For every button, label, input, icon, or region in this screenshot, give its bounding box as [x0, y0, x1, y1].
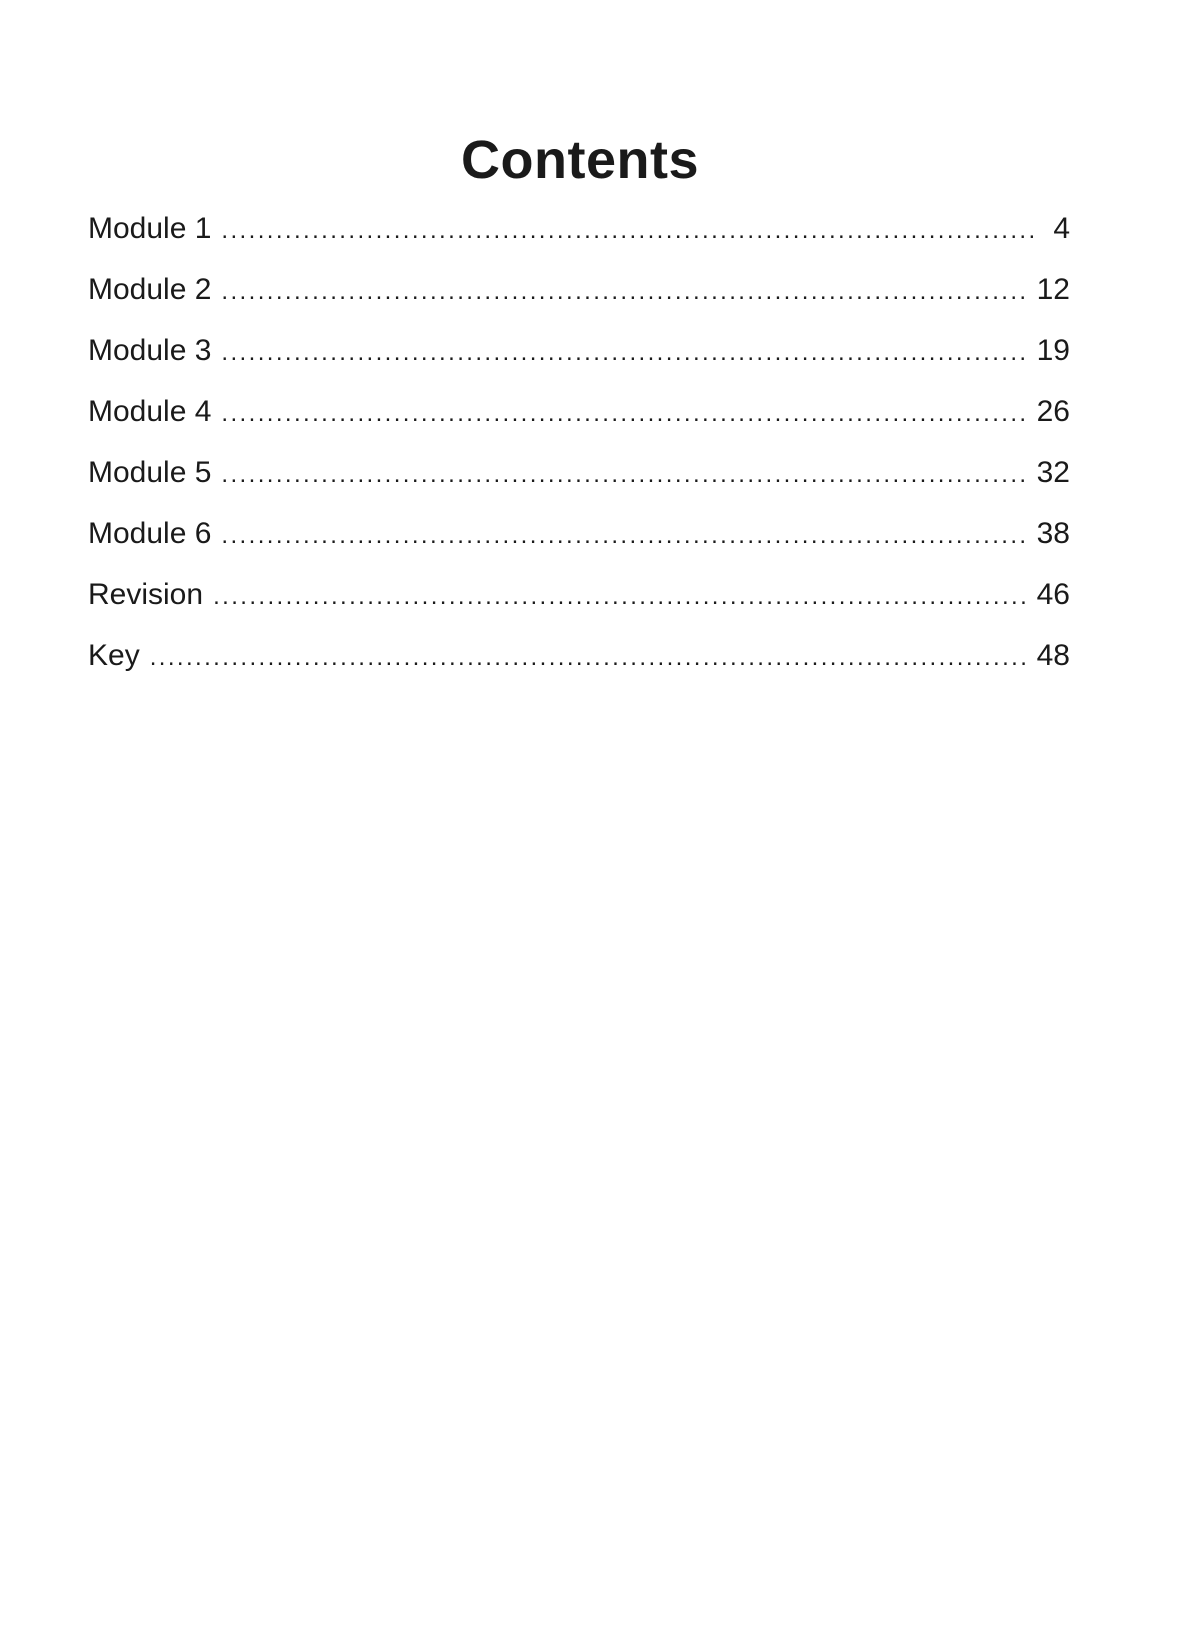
- dot-leader: [150, 636, 1027, 680]
- toc-entry-module-5[interactable]: [88, 451, 1070, 512]
- toc-entry-page-number: 46: [1036, 578, 1070, 611]
- toc-entry-module-4[interactable]: [88, 390, 1070, 451]
- dot-leader: [221, 514, 1026, 558]
- toc-entry-label: Module 5: [88, 456, 212, 489]
- toc-entry-page-number: 4: [1053, 212, 1070, 245]
- toc-entry-label: Key: [88, 639, 140, 672]
- dot-leader: [221, 392, 1026, 436]
- dot-leader: [221, 453, 1026, 497]
- toc-entry-page-number: 12: [1036, 273, 1070, 306]
- dot-leader: [221, 270, 1026, 314]
- toc-entry-page-number: 48: [1036, 639, 1070, 672]
- toc-entry-label: Module 1: [88, 212, 212, 245]
- dot-leader: [221, 209, 1036, 253]
- toc-entry-page-number: 19: [1036, 334, 1070, 367]
- toc-entry-label: Module 3: [88, 334, 212, 367]
- toc-entry-label: Module 4: [88, 395, 212, 428]
- toc-entry-revision[interactable]: [88, 573, 1070, 634]
- toc-entry-label: Module 2: [88, 273, 212, 306]
- toc-entry-module-3[interactable]: [88, 329, 1070, 390]
- toc-entry-module-1[interactable]: [88, 207, 1070, 268]
- toc-entry-label: Revision: [88, 578, 204, 611]
- dot-leader: [221, 331, 1026, 375]
- toc-entry-module-2[interactable]: [88, 268, 1070, 329]
- toc-entry-page-number: 38: [1036, 517, 1070, 550]
- toc-entry-label: Module 6: [88, 517, 212, 550]
- toc-entry-page-number: 32: [1036, 456, 1070, 489]
- toc-entry-page-number: 26: [1036, 395, 1070, 428]
- table-of-contents: [88, 207, 1070, 695]
- page-title: Contents: [461, 130, 699, 190]
- toc-entry-key[interactable]: [88, 634, 1070, 695]
- toc-entry-module-6[interactable]: [88, 512, 1070, 573]
- dot-leader: [213, 575, 1027, 619]
